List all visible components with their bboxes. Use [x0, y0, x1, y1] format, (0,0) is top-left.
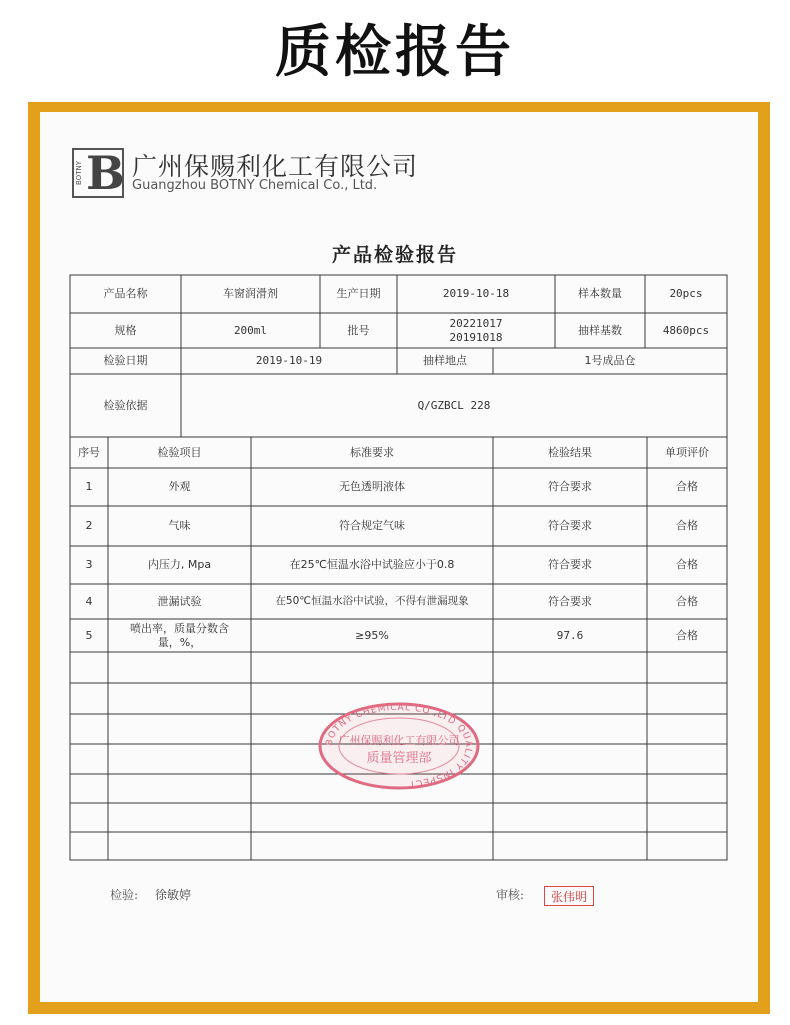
- production-date-label: 生产日期: [336, 287, 381, 301]
- row-2-rating: 合格: [676, 519, 698, 533]
- row-4-standard: 在50℃恒温水浴中试验，不得有泄漏现象: [275, 594, 469, 607]
- row-2-item: 气味: [168, 519, 191, 533]
- row-5-no: 5: [85, 628, 93, 642]
- basis-label: 检验依据: [103, 398, 148, 412]
- stamp-ring-text: BOTNY CHEMICAL CO.,LTD QUALITY INSPECT: [324, 702, 474, 789]
- inspector-label: 检验:: [110, 888, 139, 902]
- row-2-standard: 符合规定气味: [339, 519, 405, 533]
- spec-label: 规格: [114, 323, 137, 337]
- row-1-result: 符合要求: [548, 480, 592, 494]
- inspection-stamp: [318, 702, 480, 790]
- row-1-standard: 无色透明液体: [339, 480, 405, 494]
- row-1-item: 外观: [168, 480, 191, 494]
- batch-line-2: 20191018: [449, 330, 503, 344]
- row-4-no: 4: [85, 594, 93, 608]
- sample-qty-label: 样本数量: [578, 287, 622, 301]
- row-3-standard: 在25℃恒温水浴中试验应小于0.8: [289, 558, 455, 572]
- company-name-en: Guangzhou BOTNY Chemical Co., Ltd.: [132, 178, 378, 193]
- batch-line-1: 20221017: [449, 316, 503, 330]
- production-date-value: 2019-10-18: [442, 287, 510, 301]
- spec-value: 200ml: [233, 323, 268, 337]
- report-title: 产品检验报告: [331, 244, 458, 266]
- row-5-rating: 合格: [676, 628, 698, 642]
- col-header-standard: 标准要求: [350, 445, 394, 459]
- col-header-item: 检验项目: [157, 445, 202, 459]
- reviewer-label: 审核:: [496, 888, 525, 902]
- sample-qty-value: 20pcs: [669, 287, 703, 301]
- sampling-location-label: 抽样地点: [423, 354, 467, 368]
- sampling-location-value: 1号成品仓: [584, 354, 636, 368]
- row-3-no: 3: [85, 558, 93, 572]
- inspection-date-label: 检验日期: [103, 354, 148, 368]
- row-1-rating: 合格: [676, 480, 698, 494]
- stamp-center-line-1: 广州保赐利化工有限公司: [338, 734, 460, 747]
- product-name-label: 产品名称: [103, 287, 148, 301]
- sampling-base-label: 抽样基数: [578, 323, 622, 337]
- row-4-item: 泄漏试验: [157, 594, 202, 608]
- row-3-rating: 合格: [676, 558, 698, 572]
- page-title: 质检报告: [275, 20, 515, 85]
- row-5-standard: ≥95%: [355, 628, 389, 642]
- row-4-result: 符合要求: [548, 594, 592, 608]
- logo-side-text: BOTNY: [75, 161, 83, 185]
- row-5-result: 97.6: [556, 628, 584, 642]
- row-3-result: 符合要求: [548, 558, 592, 572]
- batch-label: 批号: [347, 323, 370, 337]
- sampling-base-value: 4860pcs: [662, 323, 710, 337]
- inspector-name: 徐敏婷: [155, 888, 192, 902]
- row-3-item: 内压力, Mpa: [147, 558, 212, 572]
- col-header-rating: 单项评价: [665, 445, 709, 459]
- product-name-value: 车窗润滑剂: [223, 287, 278, 301]
- row-2-no: 2: [85, 519, 93, 533]
- logo-letter: B: [86, 146, 125, 200]
- row-2-result: 符合要求: [548, 519, 592, 533]
- batch-value: [397, 313, 555, 348]
- row-5-item: 喷出率，质量分数含量，%，: [130, 621, 229, 649]
- inspection-date-value: 2019-10-19: [255, 354, 323, 368]
- col-header-no: 序号: [78, 445, 100, 459]
- reviewer-name-stamp: 张伟明: [544, 886, 594, 906]
- row-1-no: 1: [85, 480, 93, 494]
- col-header-result: 检验结果: [548, 445, 592, 459]
- stamp-center-line-2: 质量管理部: [366, 751, 432, 766]
- row-4-rating: 合格: [676, 594, 698, 608]
- company-name-cn: 广州保赐利化工有限公司: [132, 152, 419, 181]
- basis-value: Q/GZBCL 228: [417, 398, 491, 412]
